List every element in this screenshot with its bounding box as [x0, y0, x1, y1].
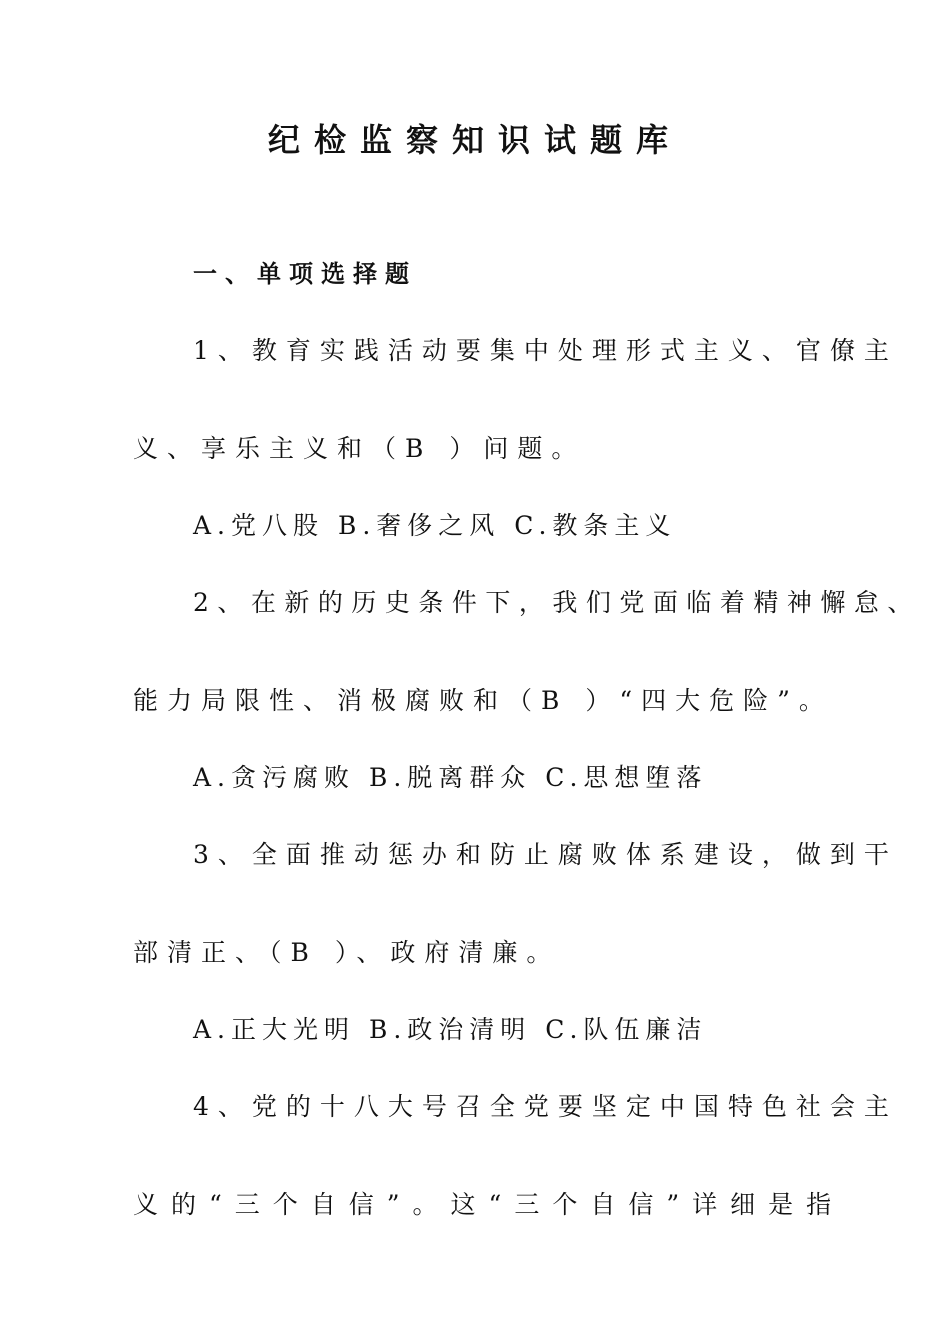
question-4-line-1: 4、党的十八大号召全党要坚定中国特色社会主 — [193, 1092, 898, 1121]
question-1-line-2: 义、享乐主义和（B ）问题。 — [133, 434, 586, 463]
section-heading: 一、单项选择题 — [193, 260, 417, 288]
question-1-line-1: 1、教育实践活动要集中处理形式主义、官僚主 — [193, 336, 898, 365]
question-2-line-1: 2、在新的历史条件下，我们党面临着精神懈怠、 — [193, 588, 921, 617]
question-3-line-1: 3、全面推动惩办和防止腐败体系建设，做到干 — [193, 840, 898, 869]
document-title: 纪检监察知识试题库 — [267, 121, 682, 159]
question-4-line-2: 义的“三个自信”。这“三个自信”详细是指 — [133, 1190, 845, 1219]
question-2-options: A.贪污腐败 B.脱离群众 C.思想堕落 — [193, 763, 708, 792]
question-3-options: A.正大光明 B.政治清明 C.队伍廉洁 — [193, 1015, 708, 1044]
question-2-line-2: 能力局限性、消极腐败和（B ）“四大危险”。 — [133, 686, 833, 715]
question-3-line-2: 部清正、（B ）、政府清廉。 — [133, 938, 561, 967]
question-1-options: A.党八股 B.奢侈之风 C.教条主义 — [193, 511, 677, 540]
